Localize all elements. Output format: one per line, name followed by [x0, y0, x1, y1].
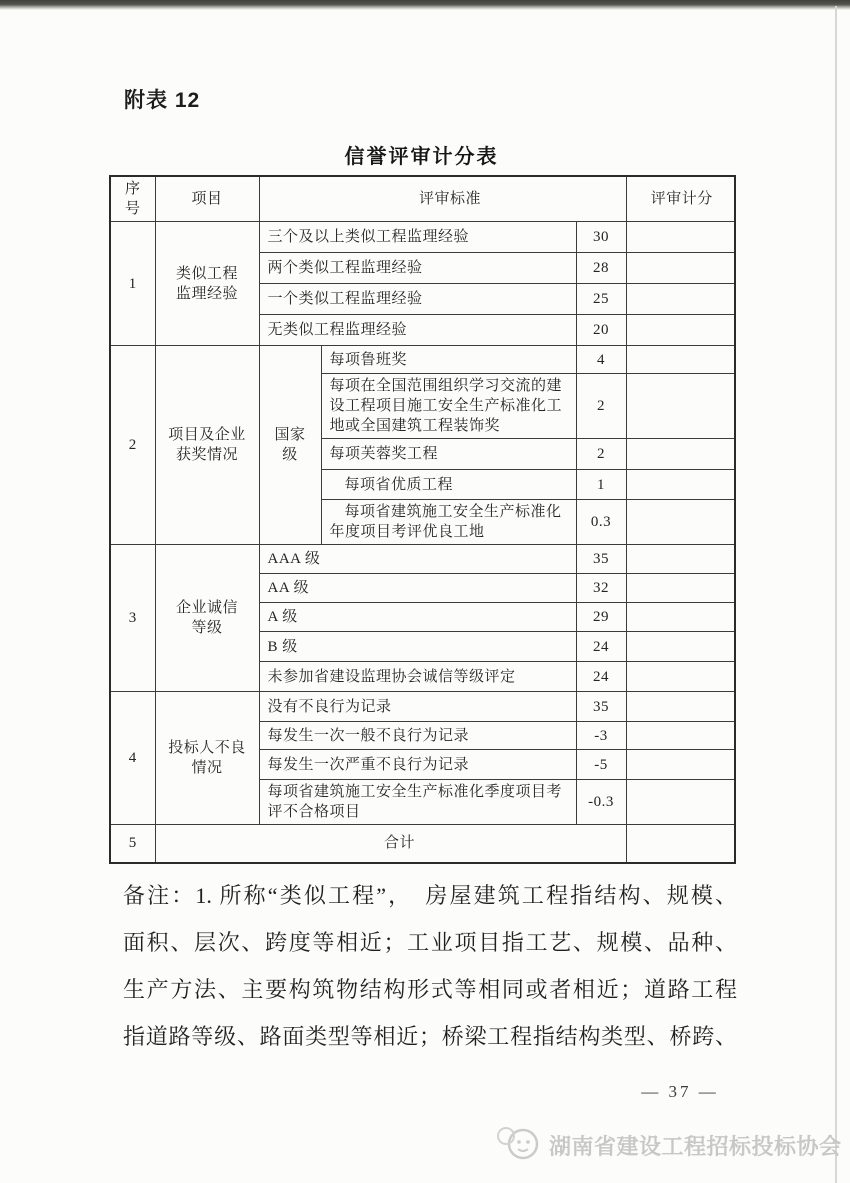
criteria-cell: 一个类似工程监理经验: [259, 284, 576, 315]
item-line: 类似工程: [175, 265, 238, 282]
points-cell: 28: [576, 253, 626, 284]
criteria-cell: 每项省建筑施工安全生产标准化年度项目考评优良工地: [321, 500, 576, 545]
score-cell: [626, 315, 735, 346]
criteria-cell: 三个及以上类似工程监理经验: [259, 222, 576, 253]
association-name: 湖南省建设工程招标投标协会: [549, 1133, 842, 1159]
points-cell: 24: [576, 632, 626, 662]
points-cell: -0.3: [576, 780, 626, 825]
sub-level-line: 级: [282, 447, 298, 463]
criteria-cell: 每项在全国范围组织学习交流的建设工程项目施工安全生产标准化工地或全国建筑工程装饰奖: [321, 374, 576, 439]
annex-label: 附表 12: [124, 89, 201, 112]
item-cell: [155, 545, 259, 692]
points-cell: 1: [576, 470, 626, 500]
points-cell: -5: [576, 750, 626, 780]
criteria-cell: 每发生一次严重不良行为记录: [259, 750, 576, 780]
criteria-cell: 未参加省建设监理协会诚信等级评定: [259, 662, 576, 692]
score-cell: [626, 780, 735, 825]
total-label-cell: 合计: [155, 825, 626, 863]
points-cell: 29: [576, 603, 626, 632]
table-row-total: [110, 825, 735, 863]
criteria-cell: 每发生一次一般不良行为记录: [259, 722, 576, 750]
table-row: [110, 222, 735, 253]
seq-cell: 2: [110, 346, 155, 545]
notes-block: [123, 872, 737, 1060]
score-cell: [626, 722, 735, 750]
criteria-cell: AA 级: [259, 574, 576, 603]
score-cell: [626, 500, 735, 545]
points-cell: 35: [576, 692, 626, 722]
score-cell: [626, 603, 735, 632]
item-cell: [155, 222, 259, 346]
header-score: 评审计分: [626, 176, 735, 222]
score-cell: [626, 374, 735, 439]
item-cell: [155, 692, 259, 825]
item-line: 投标人不良: [168, 740, 246, 756]
score-cell: [626, 662, 735, 692]
item-line: 情况: [191, 760, 223, 776]
score-cell: [626, 825, 735, 863]
seq-cell: 1: [110, 222, 155, 346]
table-row: [110, 692, 735, 722]
criteria-cell: 每项鲁班奖: [321, 346, 576, 374]
points-cell: 20: [576, 315, 626, 346]
item-line: 项目及企业: [168, 427, 246, 443]
score-cell: [626, 253, 735, 284]
table-row: [110, 545, 735, 574]
score-cell: [626, 346, 735, 374]
points-cell: 32: [576, 574, 626, 603]
note-line: 指道路等级、路面类型等相近；桥梁工程指结构类型、桥跨、: [123, 1024, 737, 1049]
item-line: 企业诚信: [175, 600, 238, 616]
header-item: 项目: [155, 176, 259, 222]
table-row: [110, 346, 735, 374]
criteria-cell: 没有不良行为记录: [259, 692, 576, 722]
sub-level-cell: [259, 346, 321, 545]
score-cell: [626, 692, 735, 722]
note-line: 备注：1. 所称“类似工程”， 房屋建筑工程指结构、规模、: [123, 883, 737, 908]
scoring-table: [109, 175, 736, 864]
item-line: 监理经验: [175, 285, 238, 302]
criteria-cell: B 级: [259, 632, 576, 662]
item-line: 等级: [191, 620, 223, 636]
criteria-cell: 两个类似工程监理经验: [259, 253, 576, 284]
note-line: 生产方法、主要构筑物结构形式等相同或者相近；道路工程: [123, 977, 737, 1002]
page-number: — 37 —: [641, 1082, 719, 1101]
score-cell: [626, 750, 735, 780]
score-cell: [626, 470, 735, 500]
points-cell: 30: [576, 222, 626, 253]
header-criteria: 评审标准: [259, 176, 626, 222]
scoring-table-wrap: [109, 175, 736, 864]
seq-cell: 3: [110, 545, 155, 692]
item-cell: [155, 346, 259, 545]
scan-edge-right: [835, 6, 837, 1183]
criteria-cell: 每项芙蓉奖工程: [321, 439, 576, 470]
sub-level-line: 国家: [274, 427, 306, 443]
criteria-cell: AAA 级: [259, 545, 576, 574]
points-cell: 2: [576, 374, 626, 439]
points-cell: -3: [576, 722, 626, 750]
score-cell: [626, 284, 735, 315]
score-cell: [626, 545, 735, 574]
points-cell: 4: [576, 346, 626, 374]
points-cell: 24: [576, 662, 626, 692]
score-cell: [626, 439, 735, 470]
criteria-cell: A 级: [259, 603, 576, 632]
scan-edge-top: [0, 0, 850, 10]
score-cell: [626, 574, 735, 603]
table-header-row: [110, 176, 735, 222]
criteria-cell: 每项省优质工程: [321, 470, 576, 500]
seq-cell: 4: [110, 692, 155, 825]
header-seq: [110, 176, 155, 222]
criteria-cell: 无类似工程监理经验: [259, 315, 576, 346]
header-seq-line2: 号: [124, 201, 141, 217]
association-logo-icon: [493, 1122, 545, 1169]
points-cell: 2: [576, 439, 626, 470]
score-cell: [626, 632, 735, 662]
points-cell: 25: [576, 284, 626, 315]
footer-watermark: [493, 1120, 843, 1170]
criteria-cell: 每项省建筑施工安全生产标准化季度项目考评不合格项目: [259, 780, 576, 825]
note-line: 面积、层次、跨度等相近；工业项目指工艺、规模、品种、: [123, 930, 737, 955]
seq-cell: 5: [110, 825, 155, 863]
points-cell: 0.3: [576, 500, 626, 545]
score-cell: [626, 222, 735, 253]
page-title: 信誉评审计分表: [344, 146, 499, 168]
header-seq-line1: 序: [124, 181, 141, 197]
item-line: 获奖情况: [175, 447, 238, 463]
points-cell: 35: [576, 545, 626, 574]
